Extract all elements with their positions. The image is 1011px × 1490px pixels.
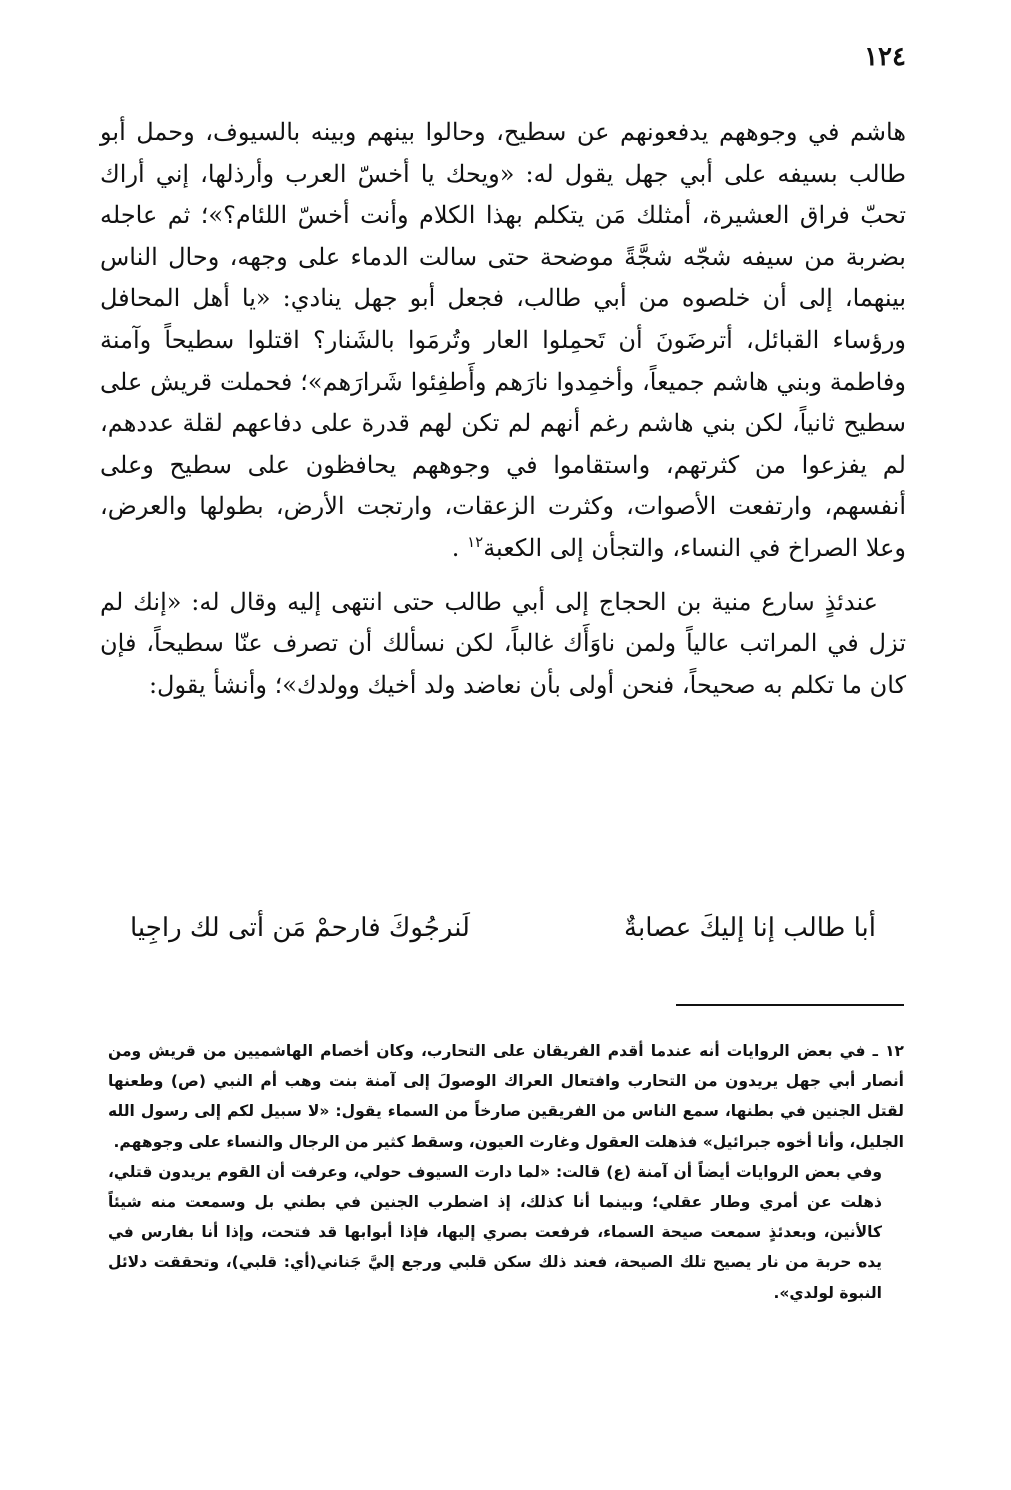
footnote-reference: ١٢ bbox=[467, 532, 484, 551]
page-number: ١٢٤ bbox=[864, 42, 906, 72]
main-text bbox=[100, 112, 906, 706]
body-paragraph-1-end: . bbox=[451, 533, 460, 562]
poetry-verse bbox=[130, 904, 876, 952]
footnote-12-label: ١٢ ـ bbox=[872, 1042, 904, 1060]
footnote-12 bbox=[108, 1036, 904, 1157]
footnote-separator bbox=[676, 1004, 904, 1006]
footnotes bbox=[108, 1036, 904, 1308]
verse-second-hemistich: لَنرجُوكَ فارحمْ مَن أتى لك راجِيا bbox=[130, 913, 470, 943]
footnote-12-continuation: وفي بعض الروايات أيضاً أن آمنة (ع) قالت: «لما دارت السيوف حولي، وعرفت أن القوم يريدون قتلي، ذهلت عن أمري وطار عقلي؛ وبينما أنا كذلك، إذ اضطرب الجنين في بطني بل وسمعت منه شيئاً كالأنين، وبعدئذٍ سمعت صيحة السماء، فرفعت بصري إليها، فإذا أبوابها قد فتحت، وإذا أنا بفارس في يده حربة من نار يصيح تلك الصيحة، فعند ذلك سكن قلبي ورجع إليَّ جَناني(أي: قلبي)، وتحققت دلائل النبوة لولدي». bbox=[108, 1162, 882, 1302]
footnote-12-text: في بعض الروايات أنه عندما أقدم الفريقان على التحارب، وكان أخصام الهاشميين من قريش ومن أنصار أبي جهل يريدون من التحارب وافتعال العراك الوصولَ إلى آمنة بنت وهب أم النبي (ص) وطعنها لقتل الجنين في بطنها، سمع الناس من الفريقين صارخاً من السماء يقول: «لا سبيل لكم إلى رسول الله الجليل، وأنا أخوه جبرائيل» فذهلت العقول وغارت العيون، وسقط كثير من الرجال والنساء على وجوههم. bbox=[108, 1042, 904, 1151]
body-paragraph-1-text: هاشم في وجوههم يدفعونهم عن سطيح، وحالوا بينهم وبينه بالسيوف، وحمل أبو طالب بسيفه على أبي جهل يقول له: «ويحك يا أخسّ العرب وأرذلها، إني أراك تحبّ فراق العشيرة، أمثلك مَن يتكلم بهذا الكلام وأنت أخسّ اللئام؟»؛ ثم عاجله بضربة من سيفه شجّه شجَّةً موضحة حتى سالت الدماء على وجهه، وحال الناس بينهما، إلى أن خلصوه من أبي طالب، فجعل أبو جهل ينادي: «يا أهل المحافل ورؤساء القبائل، أترضَونَ أن تَحمِلوا العار وتُرمَوا بالشَنار؟ اقتلوا سطيحاً وآمنة وفاطمة وبني هاشم جميعاً، وأخمِدوا نارَهم وأَطفِئوا شَرارَهم»؛ فحملت قريش على سطيح ثانياً، لكن بني هاشم رغم أنهم لم تكن لهم قدرة على دفاعهم لقلة عددهم، لم يفزعوا من كثرتهم، واستقاموا في وجوههم يحافظون على سطيح وعلى أنفسهم، وارتفعت الأصوات، وكثرت الزعقات، وارتجت الأرض، بطولها والعرض، وعلا الصراخ في النساء، والتجأن إلى الكعبة bbox=[100, 118, 906, 562]
body-paragraph-1 bbox=[100, 112, 906, 570]
verse-first-hemistich: أبا طالب إنا إليكَ عصابةٌ bbox=[624, 913, 876, 943]
body-paragraph-2: عندئذٍ سارع منية بن الحجاج إلى أبي طالب حتى انتهى إليه وقال له: «إنك لم تزل في المراتب عالياً ولمن ناوَأَك غالباً، لكن نسألك أن تصرف عنّا سطيحاً، فإن كان ما تكلم به صحيحاً، فنحن أولى بأن نعاضد ولد أخيك وولدك»؛ وأنشأ يقول: bbox=[100, 587, 906, 699]
